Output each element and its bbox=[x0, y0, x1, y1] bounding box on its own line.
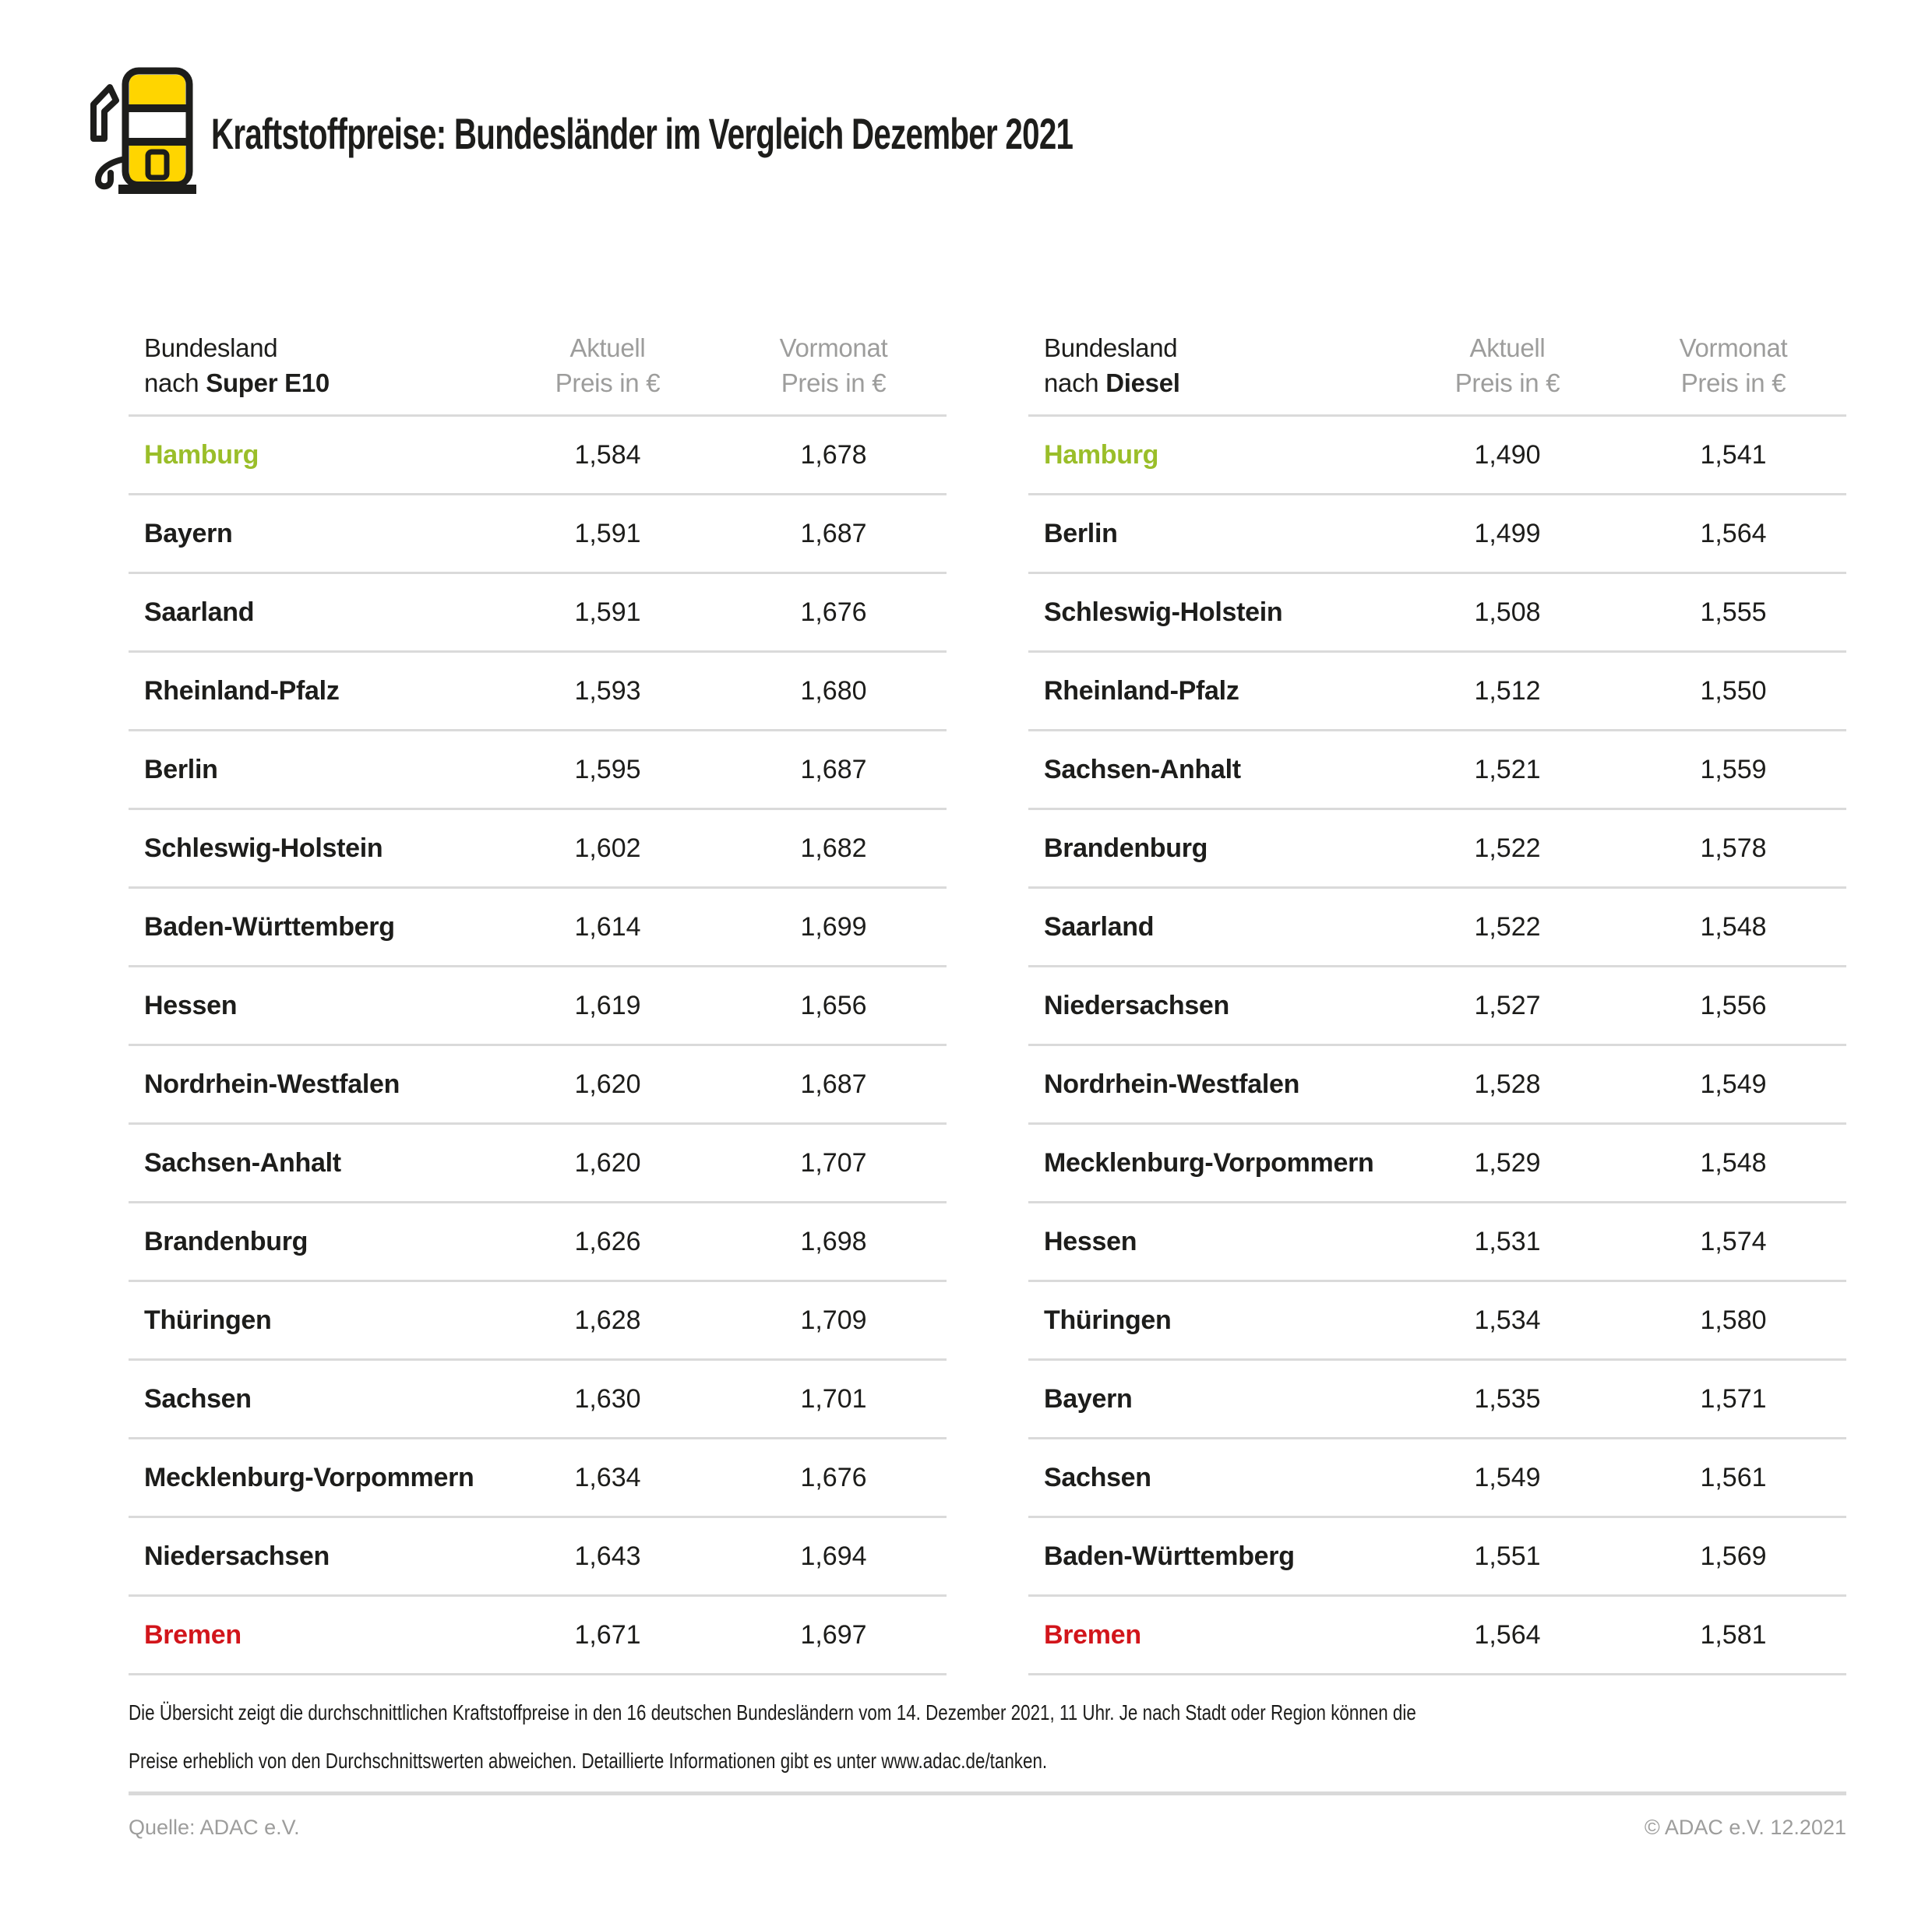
aktuell-value: 1,671 bbox=[574, 1619, 641, 1650]
aktuell-value: 1,628 bbox=[574, 1305, 641, 1335]
aktuell-value: 1,626 bbox=[574, 1226, 641, 1256]
aktuell-value: 1,528 bbox=[1474, 1069, 1541, 1099]
aktuell-value: 1,549 bbox=[1474, 1462, 1541, 1492]
footnote-line-2: Preise erheblich von den Durchschnittswerten abweichen. Detaillierte Informationen gibt es unter www.adac.de/tanken. bbox=[129, 1749, 1048, 1773]
column-unit: Preis in € bbox=[1454, 368, 1560, 397]
table-row bbox=[1028, 495, 1846, 574]
label-bundesland: Bundesland bbox=[1044, 333, 1178, 362]
label-nach: nach bbox=[144, 368, 206, 397]
table-row bbox=[1028, 417, 1846, 495]
label-nach: nach bbox=[1044, 368, 1106, 397]
table-row bbox=[129, 1046, 947, 1125]
aktuell-value: 1,619 bbox=[574, 990, 641, 1020]
footnote-line-1: Die Übersicht zeigt die durchschnittlichen Kraftstoffpreise in den 16 deutschen Bundesländern vom 14. Dezember 2021, 11 Uhr. Je nach Stadt oder Region können die bbox=[129, 1700, 1416, 1724]
footer bbox=[129, 1791, 1846, 1840]
vormonat-value: 1,699 bbox=[800, 911, 867, 942]
footnote bbox=[129, 1689, 1503, 1785]
state-name: Bremen bbox=[1044, 1619, 1141, 1650]
vormonat-value: 1,707 bbox=[800, 1147, 867, 1178]
state-name: Hamburg bbox=[1044, 439, 1159, 470]
vormonat-value: 1,656 bbox=[800, 990, 867, 1020]
table-row bbox=[129, 810, 947, 889]
vormonat-value: 1,559 bbox=[1700, 754, 1767, 784]
table-row bbox=[129, 967, 947, 1046]
vormonat-value: 1,564 bbox=[1700, 518, 1767, 548]
vormonat-value: 1,709 bbox=[800, 1305, 867, 1335]
state-name: Saarland bbox=[1044, 911, 1155, 942]
table-label-super-e10 bbox=[129, 330, 495, 400]
state-name: Schleswig-Holstein bbox=[1044, 597, 1283, 627]
column-unit: Preis in € bbox=[781, 368, 887, 397]
state-name: Berlin bbox=[144, 754, 218, 784]
aktuell-value: 1,630 bbox=[574, 1383, 641, 1414]
column-title: Vormonat bbox=[779, 333, 888, 362]
table-header bbox=[129, 326, 947, 417]
column-header-aktuell bbox=[495, 330, 721, 400]
state-name: Brandenburg bbox=[1044, 833, 1208, 863]
aktuell-value: 1,591 bbox=[574, 597, 641, 627]
table-row bbox=[1028, 1518, 1846, 1597]
state-name: Berlin bbox=[1044, 518, 1118, 548]
table-row bbox=[1028, 810, 1846, 889]
vormonat-value: 1,701 bbox=[800, 1383, 867, 1414]
table-row bbox=[1028, 1125, 1846, 1203]
column-title: Vormonat bbox=[1679, 333, 1788, 362]
state-name: Rheinland-Pfalz bbox=[1044, 675, 1239, 706]
table-row bbox=[129, 1439, 947, 1518]
state-name: Baden-Württemberg bbox=[144, 911, 395, 942]
vormonat-value: 1,550 bbox=[1700, 675, 1767, 706]
column-header-vormonat bbox=[721, 330, 947, 400]
aktuell-value: 1,551 bbox=[1474, 1541, 1541, 1571]
table-row bbox=[1028, 1597, 1846, 1675]
vormonat-value: 1,680 bbox=[800, 675, 867, 706]
state-name: Mecklenburg-Vorpommern bbox=[144, 1462, 474, 1492]
vormonat-value: 1,687 bbox=[800, 518, 867, 548]
column-unit: Preis in € bbox=[1680, 368, 1786, 397]
state-name: Sachsen bbox=[1044, 1462, 1151, 1492]
aktuell-value: 1,634 bbox=[574, 1462, 641, 1492]
table-row bbox=[129, 889, 947, 967]
vormonat-value: 1,678 bbox=[800, 439, 867, 470]
state-name: Sachsen-Anhalt bbox=[144, 1147, 341, 1178]
table-row bbox=[129, 417, 947, 495]
vormonat-value: 1,581 bbox=[1700, 1619, 1767, 1650]
aktuell-value: 1,602 bbox=[574, 833, 641, 863]
column-unit: Preis in € bbox=[555, 368, 661, 397]
vormonat-value: 1,569 bbox=[1700, 1541, 1767, 1571]
state-name: Bayern bbox=[144, 518, 233, 548]
table-body-diesel bbox=[1028, 417, 1846, 1675]
state-name: Hamburg bbox=[144, 439, 259, 470]
vormonat-value: 1,578 bbox=[1700, 833, 1767, 863]
label-fuel-type: Super E10 bbox=[206, 368, 330, 397]
state-name: Nordrhein-Westfalen bbox=[144, 1069, 400, 1099]
table-row bbox=[1028, 731, 1846, 810]
table-row bbox=[129, 1203, 947, 1282]
table-row bbox=[1028, 1361, 1846, 1439]
state-name: Baden-Württemberg bbox=[1044, 1541, 1295, 1571]
table-label-diesel bbox=[1028, 330, 1394, 400]
state-name: Brandenburg bbox=[144, 1226, 308, 1256]
vormonat-value: 1,541 bbox=[1700, 439, 1767, 470]
table-diesel bbox=[1028, 326, 1846, 1675]
state-name: Mecklenburg-Vorpommern bbox=[1044, 1147, 1374, 1178]
aktuell-value: 1,522 bbox=[1474, 911, 1541, 942]
table-row bbox=[129, 1282, 947, 1361]
state-name: Saarland bbox=[144, 597, 255, 627]
table-row bbox=[1028, 1439, 1846, 1518]
header bbox=[82, 64, 1408, 195]
state-name: Hessen bbox=[1044, 1226, 1137, 1256]
aktuell-value: 1,595 bbox=[574, 754, 641, 784]
aktuell-value: 1,535 bbox=[1474, 1383, 1541, 1414]
aktuell-value: 1,529 bbox=[1474, 1147, 1541, 1178]
aktuell-value: 1,521 bbox=[1474, 754, 1541, 784]
aktuell-value: 1,490 bbox=[1474, 439, 1541, 470]
state-name: Thüringen bbox=[144, 1305, 272, 1335]
aktuell-value: 1,593 bbox=[574, 675, 641, 706]
state-name: Nordrhein-Westfalen bbox=[1044, 1069, 1300, 1099]
state-name: Niedersachsen bbox=[144, 1541, 330, 1571]
table-row bbox=[129, 1597, 947, 1675]
vormonat-value: 1,698 bbox=[800, 1226, 867, 1256]
vormonat-value: 1,548 bbox=[1700, 1147, 1767, 1178]
vormonat-value: 1,574 bbox=[1700, 1226, 1767, 1256]
table-header bbox=[1028, 326, 1846, 417]
table-row bbox=[1028, 574, 1846, 653]
aktuell-value: 1,534 bbox=[1474, 1305, 1541, 1335]
state-name: Niedersachsen bbox=[1044, 990, 1230, 1020]
aktuell-value: 1,522 bbox=[1474, 833, 1541, 863]
state-name: Bayern bbox=[1044, 1383, 1133, 1414]
table-row bbox=[129, 1361, 947, 1439]
copyright-label: © ADAC e.V. 12.2021 bbox=[1644, 1816, 1846, 1839]
label-fuel-type: Diesel bbox=[1105, 368, 1180, 397]
table-row bbox=[129, 653, 947, 731]
table-row bbox=[129, 574, 947, 653]
state-name: Thüringen bbox=[1044, 1305, 1172, 1335]
state-name: Hessen bbox=[144, 990, 238, 1020]
vormonat-value: 1,556 bbox=[1700, 990, 1767, 1020]
vormonat-value: 1,687 bbox=[800, 1069, 867, 1099]
vormonat-value: 1,561 bbox=[1700, 1462, 1767, 1492]
vormonat-value: 1,676 bbox=[800, 597, 867, 627]
aktuell-value: 1,527 bbox=[1474, 990, 1541, 1020]
page-title: Kraftstoffpreise: Bundesländer im Vergleich Dezember 2021 bbox=[211, 108, 1074, 158]
aktuell-value: 1,564 bbox=[1474, 1619, 1541, 1650]
table-super-e10 bbox=[129, 326, 947, 1675]
tables-container bbox=[129, 326, 1846, 1675]
state-name: Sachsen bbox=[144, 1383, 252, 1414]
table-row bbox=[1028, 889, 1846, 967]
table-row bbox=[1028, 1203, 1846, 1282]
aktuell-value: 1,508 bbox=[1474, 597, 1541, 627]
table-row bbox=[129, 1518, 947, 1597]
table-row bbox=[1028, 1282, 1846, 1361]
vormonat-value: 1,580 bbox=[1700, 1305, 1767, 1335]
column-header-aktuell bbox=[1394, 330, 1620, 400]
table-body-super-e10 bbox=[129, 417, 947, 1675]
column-title: Aktuell bbox=[1469, 333, 1546, 362]
aktuell-value: 1,614 bbox=[574, 911, 641, 942]
vormonat-value: 1,676 bbox=[800, 1462, 867, 1492]
state-name: Bremen bbox=[144, 1619, 242, 1650]
column-title: Aktuell bbox=[569, 333, 646, 362]
table-row bbox=[129, 731, 947, 810]
aktuell-value: 1,620 bbox=[574, 1147, 641, 1178]
state-name: Schleswig-Holstein bbox=[144, 833, 383, 863]
vormonat-value: 1,697 bbox=[800, 1619, 867, 1650]
table-row bbox=[1028, 1046, 1846, 1125]
label-bundesland: Bundesland bbox=[144, 333, 278, 362]
table-row bbox=[129, 1125, 947, 1203]
table-row bbox=[129, 495, 947, 574]
vormonat-value: 1,694 bbox=[800, 1541, 867, 1571]
fuel-pump-icon bbox=[82, 64, 199, 195]
aktuell-value: 1,584 bbox=[574, 439, 641, 470]
vormonat-value: 1,555 bbox=[1700, 597, 1767, 627]
aktuell-value: 1,499 bbox=[1474, 518, 1541, 548]
table-row bbox=[1028, 653, 1846, 731]
aktuell-value: 1,512 bbox=[1474, 675, 1541, 706]
source-label: Quelle: ADAC e.V. bbox=[129, 1816, 300, 1839]
aktuell-value: 1,620 bbox=[574, 1069, 641, 1099]
aktuell-value: 1,643 bbox=[574, 1541, 641, 1571]
vormonat-value: 1,682 bbox=[800, 833, 867, 863]
vormonat-value: 1,549 bbox=[1700, 1069, 1767, 1099]
vormonat-value: 1,548 bbox=[1700, 911, 1767, 942]
aktuell-value: 1,591 bbox=[574, 518, 641, 548]
vormonat-value: 1,687 bbox=[800, 754, 867, 784]
state-name: Sachsen-Anhalt bbox=[1044, 754, 1241, 784]
column-header-vormonat bbox=[1620, 330, 1846, 400]
vormonat-value: 1,571 bbox=[1700, 1383, 1767, 1414]
state-name: Rheinland-Pfalz bbox=[144, 675, 340, 706]
aktuell-value: 1,531 bbox=[1474, 1226, 1541, 1256]
table-row bbox=[1028, 967, 1846, 1046]
